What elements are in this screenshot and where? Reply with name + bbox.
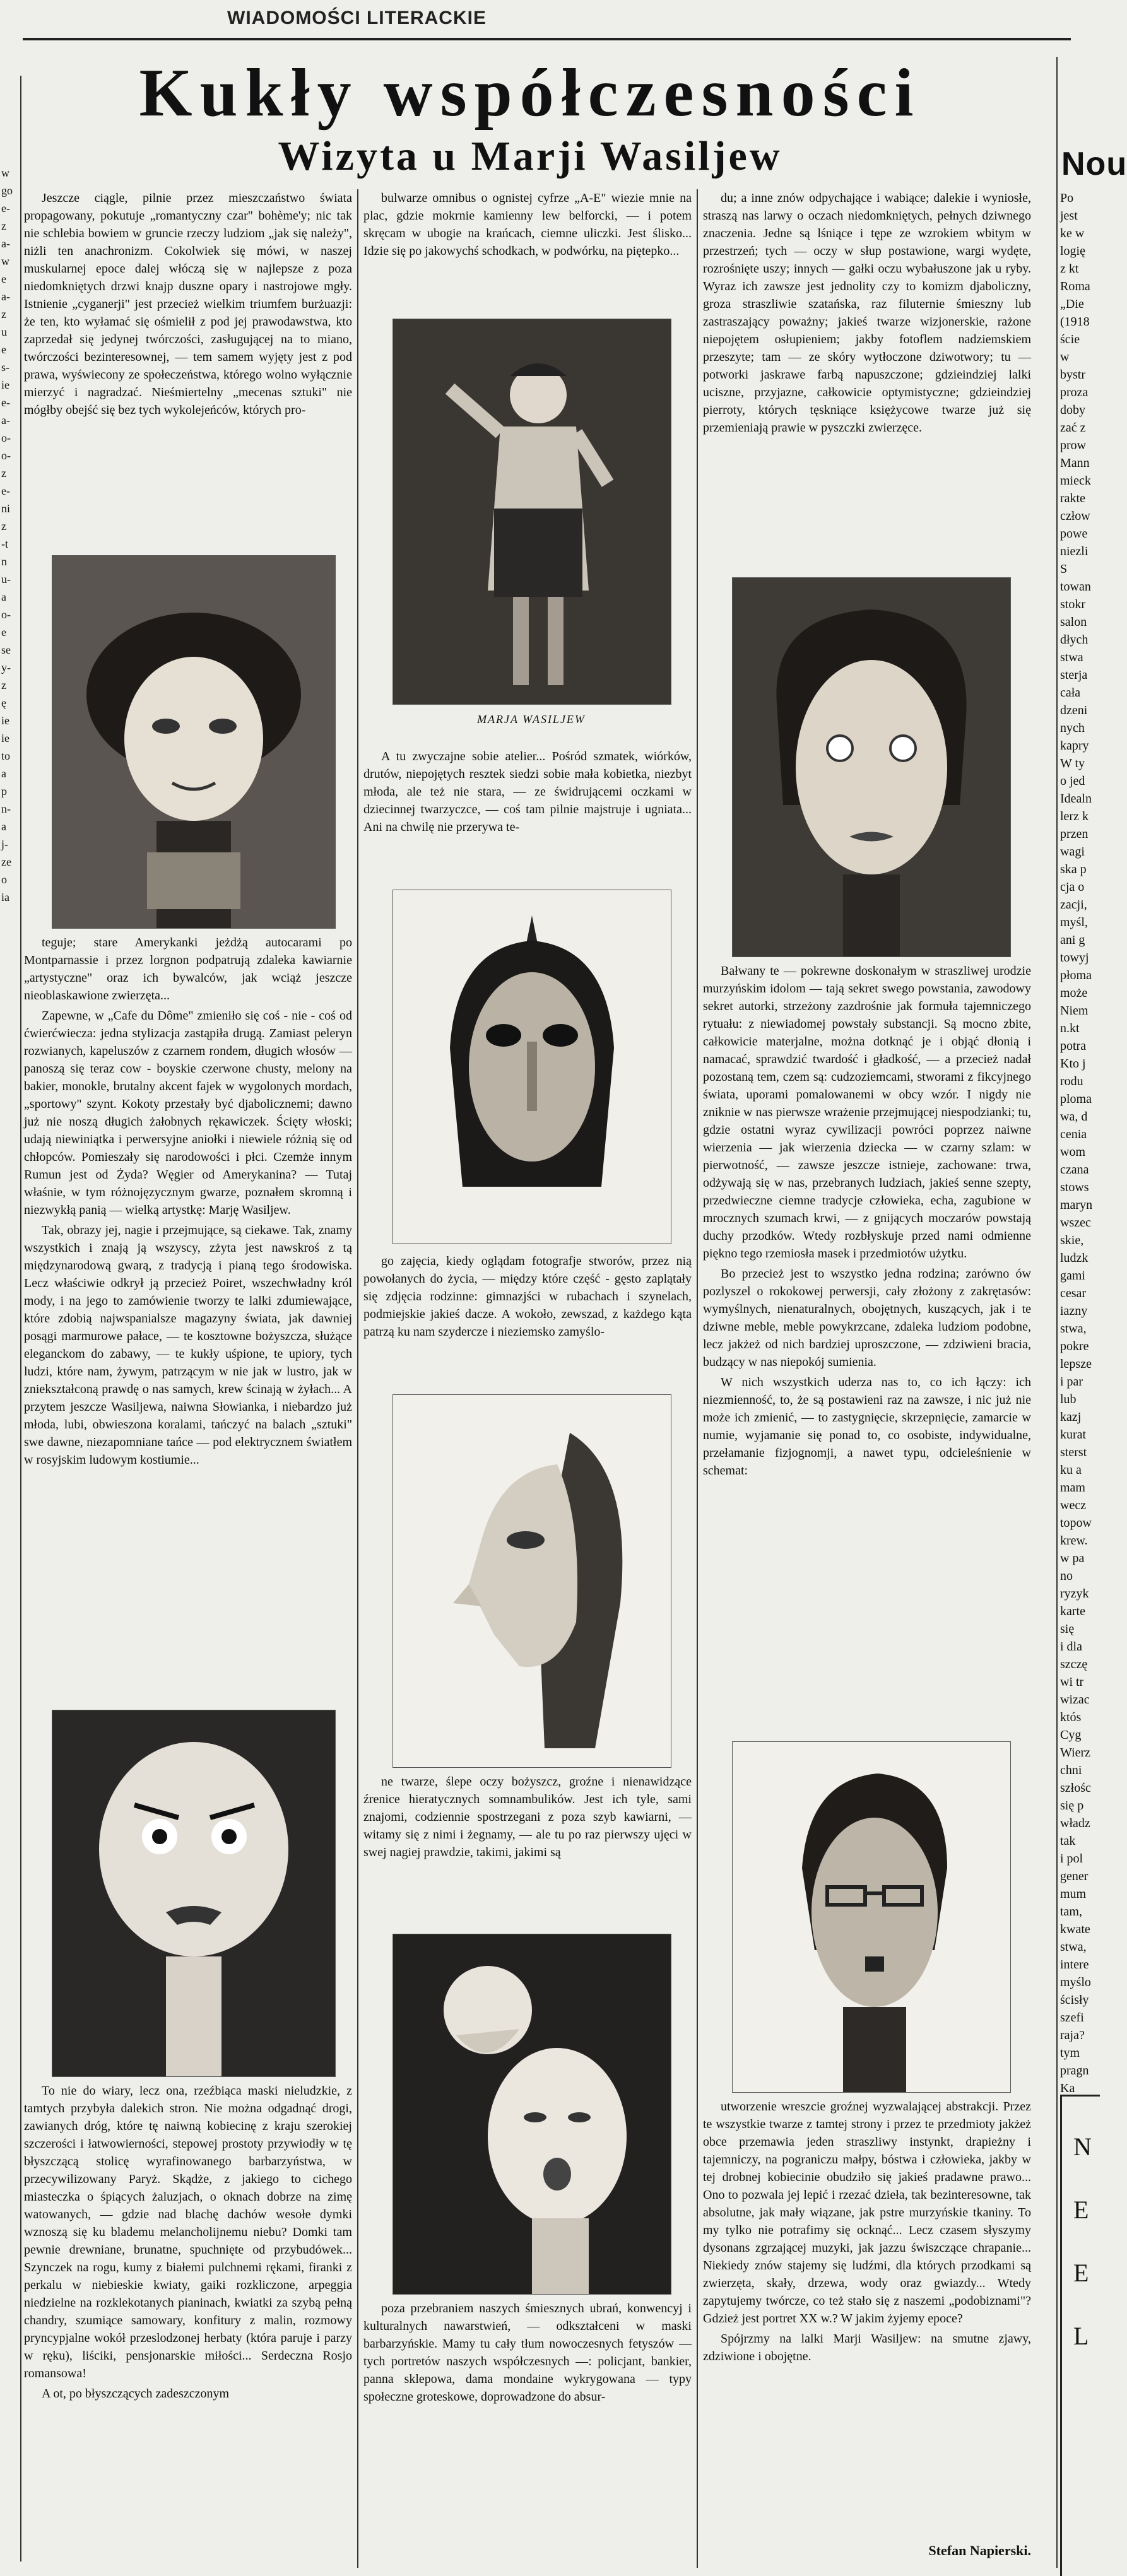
edge-fragment: u- <box>1 573 11 585</box>
edge-fragment: w <box>1 167 9 179</box>
edge-fragment: cja o <box>1060 880 1085 894</box>
box-letter: L <box>1073 2322 1089 2350</box>
edge-fragment: wom <box>1060 1145 1085 1159</box>
edge-fragment: lerz k <box>1060 809 1089 823</box>
neighbour-article-fragments <box>1060 189 1098 2271</box>
edge-fragment: ę <box>1 697 6 709</box>
column-rule-1 <box>357 189 358 2568</box>
photo-glasses-mask <box>732 1741 1011 2093</box>
edge-fragment: gami <box>1060 1269 1085 1283</box>
edge-fragment: sterst <box>1060 1445 1087 1459</box>
photo-doll-bald <box>52 1710 336 2077</box>
column-3-body <box>703 962 1031 1732</box>
edge-fragment: ploma <box>1060 1092 1092 1106</box>
edge-fragment: karte <box>1060 1604 1085 1618</box>
edge-fragment: dzeni <box>1060 703 1088 717</box>
author-signature: Stefan Napierski. <box>928 2543 1031 2558</box>
edge-fragment: ke w <box>1060 226 1085 240</box>
paragraph: Bo przecież jest to wszystko jedna rodzina; zarówno ów pozlyszel o rokokowej perwersji, cały złożony z zakrętasów: wymyślnych, nienaturalnych, obojętnych, kuszących, jak i te dziwne meble, meble powykrzcane, zdaleka ludziom podobne, lecz jakżeż od nich bardziej uproszczone, — zdziwieni bracia, budzący w nas niepokój sumienia. <box>703 1267 1031 1369</box>
edge-fragment: w pa <box>1060 1551 1085 1565</box>
edge-fragment: potra <box>1060 1039 1087 1053</box>
edge-fragment: „Die <box>1060 297 1084 311</box>
edge-fragment: mam <box>1060 1481 1085 1495</box>
edge-fragment: ścisły <box>1060 1993 1089 2007</box>
edge-fragment: w <box>1060 350 1070 364</box>
paragraph: utworzenie wreszcie groźnej wyzwalającej abstrakcji. Przez te wszystkie twarze z tamtej strony i przez te przedmioty jakżeż obce przemawia jeden straszliwy instynkt, drapieżny i tajemniczy, na pograniczu małpy, bóstwa i człowieka, jakby w tej drobnej kobiecinie obudziło się jakieś pradawne prawo... Ono to pozwala jej lepić i rzezać dzieła, tak bezinteresowne, tak absolutne, jak mały wiązane, jak pstre murzyńskie tkaniny. To my tylko nie potrafimy się ocknąć... Lecz czasem słyszymy dysonans zgrzającej muzyki, jak jazzu świszczące chrapanie... Niekiedy znów stajemy się ludźmi, dla których przodkami są zwierzęta, skały, drzewa, wody oraz gwiazdy... Wtedy zapytujemy twórcze, co też stało się z naszemi „podobiznami"? Gdzież jest portret XX w.? W jakim żyjemy epoce? <box>703 2100 1031 2326</box>
edge-fragment: z <box>1 308 6 321</box>
edge-fragment: ludzk <box>1060 1251 1089 1265</box>
edge-fragment: z kt <box>1060 262 1079 276</box>
edge-fragment: szefi <box>1060 2011 1084 2025</box>
column-2-faces <box>363 1773 692 1927</box>
edge-fragment: a- <box>1 290 10 303</box>
paragraph: teguje; stare Amerykanki jeżdżą autocarami po Montparnassie i przez lorgnon podpatrują zdaleka kawiarnie „artystyczne" oraz ich bywalców, jak wciąż jeszcze nieoblaskawione zwierzęta... <box>24 936 352 1003</box>
hat-doll-image <box>393 1934 671 2294</box>
box-letter: N <box>1073 2132 1092 2161</box>
paragraph: Spójrzmy na lalki Marji Wasiljew: na smutne zjawy, zdziwione i obojętne. <box>703 2332 1031 2363</box>
column-2-intro <box>363 189 692 312</box>
edge-fragment: z <box>1 520 6 532</box>
edge-fragment: ska p <box>1060 862 1087 876</box>
edge-fragment: wi tr <box>1060 1675 1084 1689</box>
edge-fragment: u <box>1 326 7 338</box>
edge-fragment: p <box>1 785 7 797</box>
photo-marja-wasiljew <box>392 319 671 705</box>
edge-fragment: topow <box>1060 1516 1092 1530</box>
edge-fragment: lub <box>1060 1392 1077 1406</box>
edge-fragment: Mann <box>1060 456 1090 470</box>
paragraph: bulwarze omnibus o ognistej cyfrze „A-E" wiezie mnie na plac, gdzie mokrnie kamienny lew belforcki, — i potem skręcam w ubogie na krańcach, ciemne uliczki. Jest ślisko... Idzie się po jakowychś schodkach, w podwórku, na piętерko... <box>363 191 692 258</box>
edge-fragment: maryn <box>1060 1198 1093 1212</box>
column-2-atelier <box>363 748 692 883</box>
top-rule <box>23 38 1071 40</box>
edge-fragment: e- <box>1 396 10 409</box>
column-1-body <box>24 934 352 1703</box>
article-title: Kukły współczesności <box>139 56 921 131</box>
photo-profile-mask <box>392 1394 671 1768</box>
edge-fragment: zacji, <box>1060 898 1087 912</box>
edge-fragment: człow <box>1060 509 1090 523</box>
edge-fragment: n.kt <box>1060 1021 1080 1035</box>
left-column-rule <box>20 76 21 2561</box>
edge-fragment: czana <box>1060 1163 1089 1177</box>
edge-fragment: władz <box>1060 1816 1090 1830</box>
edge-fragment: Kto j <box>1060 1057 1086 1071</box>
edge-fragment: n <box>1 555 7 568</box>
edge-fragment: a <box>1 767 6 780</box>
column-2-end <box>363 2300 692 2565</box>
paragraph: poza przebraniem naszych śmiesznych ubrań, konwencyj i kulturalnych nawarstwień, — odkształceni w maski barbarzyńskie. Mamy tu cały tłum nowoczesnych fetyszów — tych portretów naszych współczesnych —: policjant, bankier, panna sklepowa, dama mondaine wykrygowana — typy społeczne groteskowe, doprowadzone do absur- <box>363 2302 692 2404</box>
edge-fragment: no <box>1060 1569 1073 1583</box>
edge-fragment: a <box>1 820 6 833</box>
edge-fragment: sterja <box>1060 668 1088 682</box>
edge-fragment: gener <box>1060 1869 1089 1883</box>
edge-fragment: ze <box>1 856 11 868</box>
edge-fragment: Po <box>1060 191 1074 205</box>
paragraph: go zajęcia, kiedy oglądam fotografje stworów, przez nią powołanych do życia, — między które część - gęsto zaplątały się zdjęcia rodzinne: gimnazjści w rubachach i szynelach, podmiejskie jakieś dacze. A wokoło, zewszad, z każdego kąta patrzą ku nam szyderczе i nieziemsko zamyślo- <box>363 1254 692 1339</box>
dancer-figure-image <box>393 319 671 704</box>
edge-fragment: dłych <box>1060 633 1089 647</box>
edge-fragment: stwa <box>1060 650 1083 664</box>
edge-fragment: myślo <box>1060 1975 1091 1989</box>
edge-fragment: kapry <box>1060 739 1089 753</box>
edge-fragment: a- <box>1 414 10 426</box>
right-column-rule <box>1056 57 1058 2568</box>
edge-fragment: S <box>1060 562 1068 576</box>
edge-fragment: niezli <box>1060 544 1089 558</box>
edge-fragment: wszec <box>1060 1216 1091 1230</box>
profile-mask-image <box>393 1395 671 1767</box>
neighbour-box <box>1060 2095 1100 2576</box>
edge-fragment: wecz <box>1060 1498 1087 1512</box>
edge-fragment: mum <box>1060 1887 1087 1901</box>
column-1-intro <box>24 189 352 555</box>
bald-mask-image <box>52 1710 335 2076</box>
edge-fragment: tam, <box>1060 1905 1082 1919</box>
edge-fragment: Cyg <box>1060 1728 1082 1742</box>
edge-fragment: e- <box>1 485 10 497</box>
edge-fragment: raja? <box>1060 2028 1085 2042</box>
edge-fragment: logię <box>1060 244 1085 258</box>
edge-fragment: krew. <box>1060 1534 1088 1548</box>
edge-fragment: Wierz <box>1060 1746 1091 1760</box>
neighbour-article-heading: Nou <box>1061 146 1127 182</box>
edge-fragment: się p <box>1060 1799 1084 1813</box>
edge-fragment: o <box>1 873 7 886</box>
article-subtitle: Wizyta u Marji Wasiljew <box>278 133 782 179</box>
edge-fragment: n- <box>1 803 11 815</box>
edge-fragment: iazny <box>1060 1304 1088 1318</box>
photo-caption: MARJA WASILJEW <box>477 713 586 726</box>
edge-fragment: myśl, <box>1060 915 1088 929</box>
edge-fragment: z <box>1 679 6 691</box>
edge-fragment: ie <box>1 732 9 744</box>
edge-fragment: stwa, <box>1060 1940 1087 1954</box>
edge-fragment: a <box>1 591 6 603</box>
paragraph: ne twarze, ślepe oczy bożyszcz, groźne i nienawidzące źrenice hieratycznych somnambulików. Jest ich tyle, sami znajomi, codziennie spostrzegani z poza szyb kawiarni, — witamy się z nimi i żegnamy, — ale tu po raz pierwszy ujęci w swej nagiej prawdzie, takimi, jakimi są <box>363 1775 692 1859</box>
edge-fragment: się <box>1060 1622 1075 1636</box>
edge-fragment: doby <box>1060 403 1085 417</box>
edge-fragment: tak <box>1060 1834 1076 1848</box>
photo-hat-doll <box>392 1934 671 2295</box>
edge-fragment: bystr <box>1060 368 1085 382</box>
paragraph: Tak, obrazy jej, nagie i przejmujące, są ciekawe. Tak, znamy wszystkich i znają ją wszyscy, zżyta jest nawskroś z tą międzynarodową gwarą, z tradycją i pianą tego środowiska. Lecz właściwie odkrył ją przecież Poiret, wszechwładny król mody, i na jego to zamówienie tworzy te lalki zdumiewające, które zdobią najwspanialsze magazyny świata, jak dawniej posągi marmurowe pałace, — te kosztowne bożyszcza, służące eleganckom do zabawy, — te kukły uśpione, te upiory, tych ludzi, które nam, żywym, patrzącym w nie jak w lustro, jak w zniekształconą prawdę o nas samych, krew ścinają w żyłach... A przytem jeszcze Wasiljewa, naiwna Słowianka, i niebardzo już młoda, lubi, obwieszona koralami, tańczyć na balach „sztuki" swe dawne, niezapomniane tańce — pod elektrycznem światłem w rosyjskim ludowym kostiumie... <box>24 1223 352 1467</box>
edge-fragment: ie <box>1 379 9 391</box>
edge-fragment: ni <box>1 502 11 515</box>
box-letter: E <box>1073 2196 1089 2224</box>
doll-mask-image <box>52 556 335 928</box>
edge-fragment: (1918 <box>1060 315 1090 329</box>
edge-fragment: cesar <box>1060 1286 1087 1300</box>
edge-fragment: e- <box>1 202 10 215</box>
edge-fragment: intere <box>1060 1958 1089 1972</box>
paragraph: W nich wszystkich uderza nas to, co ich łączy: ich niezmienność, to, że są postawieni raz na zawsze, i nic już nie może ich zmienić, — to zastygnięcie, skrzepnięcie, zamarcie w numie, wyjamanie się ponad to, co osobiste, indywidualne, przełamanie fizjognomji, a nawet typu, odcieleśnienie w schemat: <box>703 1375 1031 1478</box>
edge-fragment: zać z <box>1060 421 1086 435</box>
column-1-end <box>24 2082 352 2568</box>
edge-fragment: z <box>1 220 6 232</box>
paragraph: Jeszcze ciągle, pilnie przez mieszczaństwo świata propagowany, pokutuje „romantyczny czar" bohème'y; nic tak nie schlebia bowiem w gruncie rzeczy ludziom „jak się należy", niżli ten anachronizm. Cokolwiek się mówi, w naszej muskularnej epoce dalej włóczą się w najlepsze z poza niedomkniętych drzwi knajp duszne opary i nastrojowe mgły. Istnienie „cyganerji" jest przecież wielkim triumfem burżuazji: że ten, kto wyłamać się ośmielił z pod jej prawodawstwa, kto zaprzedał się jedynej twórczości, zasługującej na to miano, twórczości bezinteresownej, — tem samem wyjęty jest z pod prawa, wyświecony ze społeczeństwa, którego wolno wyłącznie mierzyć i nagradzać. Nieśmiertelny „mecenas sztuki" nie mógłby obejść się bez tych wykolejeńców, których pro- <box>24 191 352 417</box>
edge-fragment: szczę <box>1060 1657 1088 1671</box>
edge-fragment: jest <box>1060 209 1078 223</box>
edge-fragment: W ty <box>1060 756 1085 770</box>
paragraph: du; a inne znów odpychające i wabiące; dalekie i wyniosłe, straszą nas larwy o oczach niedomkniętych, pełnych dziwnego znaczenia. Jedne są lśniące i tępe ze wzrokiem wbitym w przestrzeń; tych — oczy w słup postawione, wargi wydęte, rozrośnięte uszy; innych — gałki oczu wybałuszone jak u ryby. Wyraz ich zawsze jest jednolity czy to komizm djaboliczny, groza straszliwie szatańska, raz filuternie śmieszny lub zastraszający poważny; jakieś twarze wizjonerskie, rażone niepojętem osłupieniem; jakby fotoflem nadziemskiem przeszyte; tam — ze skóry wytłoczone dziwotwory; tu — potworki jaskrawe farbą napuszczone; gdzieindziej lalki uciszne, przyjazne, całkowicie optymistyczne; gdzieindziej pierroty, których tęskniące księżycowe twarze już się przemieniają prawie w pyszczki zwierzęce. <box>703 191 1031 435</box>
edge-fragment: mieck <box>1060 474 1091 488</box>
edge-fragment: j- <box>1 838 8 850</box>
edge-fragment: -t <box>1 538 8 550</box>
paragraph: A tu zwyczajne sobie atelier... Pośród szmatek, wiórków, drutów, niepojętych resztek siedzi sobie mała kobietka, niezbyt młoda, ale też nie stara, — ze świdrującemi oczkami w dziecinnej twarzyczce, — coś tam pilnie majstruje i ugniata... Ani na chwilę nie przerywa te- <box>363 750 692 834</box>
pale-mask-image <box>733 578 1010 956</box>
edge-fragment: lepsze <box>1060 1357 1092 1371</box>
edge-fragment: cenia <box>1060 1127 1087 1141</box>
edge-fragment: e <box>1 273 6 285</box>
edge-fragment: o- <box>1 432 11 444</box>
edge-fragment: z <box>1 467 6 479</box>
edge-fragment: Ka <box>1060 2081 1075 2095</box>
edge-fragment: salon <box>1060 615 1087 629</box>
edge-fragment: i par <box>1060 1375 1083 1389</box>
edge-fragment: kazj <box>1060 1410 1082 1424</box>
edge-fragment: ście <box>1060 332 1080 346</box>
paragraph: To nie do wiary, lecz ona, rzeźbiąca maski nieludzkie, z tamtych przybyła dalekich stron. Nie można odgadnąć drogi, zawianych dróg, które tę naiwną kobiecinę z kraju szerokiej szczerości i łatwowierności, stepowej prostoty przywiodły w tę błyszczącą stolicę wyrafinowanego barbarzyństwa, w przecywilizowany Paryż. Skądże, z jakiego to cichego miasteczka o śpiących żaluzjach, o oknach dobrze na zimę watowanych, — gdzie nad blachę dachów wesołe dymki wznoszą się ku blademu melancholijnemu niebu? Domki tam pewnie drewniane, brunatne, spuchnięte od przybudówek... Szynczek na rogu, kumy z białemi pulchnemi rękami, firanki z perkalu w niebieskie kwiaty, gaiki rozkliczone, arpeggia niedzielne na rozklekotanych pianinach, kwiatki za szybą pełną chandry, szumiące samowary, konfitury z malin, rozmowy pryncypjalne wokół przeslodzonej herbaty (która paruje i parzy w ręku), liściki, pensjonarskie miłości... Serdeczna Rosjo romansowa! <box>24 2084 352 2380</box>
edge-fragment: któs <box>1060 1710 1082 1724</box>
column-rule-2 <box>697 189 698 2568</box>
edge-fragment: i dla <box>1060 1640 1082 1654</box>
edge-fragment: go <box>1 184 13 197</box>
edge-fragment: ryzyk <box>1060 1587 1089 1601</box>
edge-fragment: ie <box>1 714 9 727</box>
box-letter: E <box>1073 2259 1089 2287</box>
edge-fragment: chni <box>1060 1763 1082 1777</box>
paragraph: Bałwany te — pokrewne doskonałym w straszliwej urodzie murzyńskim idolom — tają sekret swego powstania, zawodowy sekret autorki, strzeżony zazdrośnie jak formuła tajemniczego rytuału: z niewiadomej powstały substancji. Są mocno zbite, całkowicie materjalne, można dotknąć je i objąć dłonią i namacać, sprawdzić twardość i gładkość, — a przecież nadał pozostaną tem, czem są: cudzoziemcami, stworami z fikcyjnego świata, uporami pomalowanemi w obcy wzór. I nigdy nie zniknie w nas pierwsze wrażenie przejmującej niespodzianki; tu, gdzie ostatni wyraz cywilizacji powróci poprzez naiwne wierzenia — jak wierzenia dziecka — w czarny szlam: w pierwotność, — zawsze jeszcze istnieje, zachowane: trwa, odżywają się w nas, przebranych ludziach, jakieś senne szepty, przedwieczne ciemne tradycje człowieka, echa, zagubione w mrocznych szumach krwi, — z gnijących moczarów powstają duchy przodków. Wtedy rozbłyskuje przed nami odmienne piękno tego rzemiosła masek i przedmiotów użytku. <box>703 964 1031 1261</box>
edge-fragment: Roma <box>1060 279 1090 293</box>
edge-fragment: powe <box>1060 527 1088 541</box>
edge-fragment: to <box>1 750 11 762</box>
edge-fragment: szłośc <box>1060 1781 1091 1795</box>
edge-fragment: skie, <box>1060 1233 1084 1247</box>
edge-fragment: se <box>1 644 11 656</box>
edge-fragment: pokre <box>1060 1339 1089 1353</box>
edge-fragment: rakte <box>1060 491 1085 505</box>
edge-fragment: towyj <box>1060 951 1089 965</box>
edge-fragment: kwate <box>1060 1922 1090 1936</box>
edge-fragment: w <box>1 255 9 268</box>
edge-fragment: kurat <box>1060 1428 1087 1442</box>
paragraph: Zapewne, w „Cafe du Dôme" zmieniło się coś - nie - coś od ćwierćwiecza: jedna stylizacja zastąpiła drugą. Zamiast peleryn rozwianych, kapeluszów z czarnem rondem, długich włosów — panoszą się teraz cow - boyskie czerwone chusty, melony na bakier, monokle, brutalny akcent fajek w wygolonych mordach, „sportowy" szynt. Kokoty przestały być djabolicznemi; dawno już nie noszą długich żałobnych rękawiczek. Ścięty włoski; udają niewiniątka i perwersyjne aniołki i niewiele różnią się od chłopców. Pomieszały się narodowości i płci. Czemże innym Rumun jest od Żyda? Węgier od Amerykanina? — Tutaj właśnie, w tym różnojęzycznym gwarze, poznałem skromną i niezwykłą panią — wielką artystkę: Marję Wasiljew. <box>24 1009 352 1217</box>
edge-fragment: y- <box>1 661 11 674</box>
hieratic-mask-image <box>393 890 671 1244</box>
paragraph: A ot, po błyszczących zadeszczonym <box>42 2387 230 2401</box>
edge-fragment: prow <box>1060 438 1087 452</box>
edge-fragment: Idealn <box>1060 792 1092 806</box>
edge-fragment: stwa, <box>1060 1322 1087 1336</box>
edge-fragment: ia <box>1 891 9 903</box>
edge-fragment: e <box>1 626 6 638</box>
edge-fragment: o jed <box>1060 774 1085 788</box>
edge-fragment: e <box>1 343 6 356</box>
edge-fragment: ku a <box>1060 1463 1082 1477</box>
edge-fragment: o- <box>1 449 11 462</box>
edge-fragment: a- <box>1 237 10 250</box>
edge-fragment: wagi <box>1060 845 1085 859</box>
edge-fragment: wizac <box>1060 1693 1090 1707</box>
column-3-intro <box>703 189 1031 574</box>
edge-fragment: i pol <box>1060 1852 1083 1866</box>
edge-fragment: o- <box>1 608 11 621</box>
edge-fragment: cała <box>1060 686 1081 700</box>
left-edge-fragments <box>1 164 20 2435</box>
edge-fragment: stokr <box>1060 597 1085 611</box>
edge-fragment: może <box>1060 986 1088 1000</box>
edge-fragment: towan <box>1060 580 1091 594</box>
edge-fragment: proza <box>1060 385 1089 399</box>
edge-fragment: ani g <box>1060 933 1085 947</box>
edge-fragment: tym <box>1060 2046 1080 2060</box>
glasses-mask-image <box>733 1742 1010 2092</box>
edge-fragment: Niem <box>1060 1004 1089 1018</box>
edge-fragment: s- <box>1 361 9 373</box>
column-3-end <box>703 2098 1031 2539</box>
edge-fragment: pragn <box>1060 2064 1089 2078</box>
photo-pale-mask <box>732 577 1011 957</box>
photo-hieratic-mask <box>392 890 671 1244</box>
column-2-photos <box>363 1252 692 1388</box>
masthead: WIADOMOŚCI LITERACKIE <box>227 8 487 28</box>
edge-fragment: wa, d <box>1060 1110 1088 1124</box>
edge-fragment: przen <box>1060 827 1089 841</box>
photo-doll-curly-hair <box>52 555 336 929</box>
edge-fragment: nych <box>1060 721 1085 735</box>
edge-fragment: rodu <box>1060 1074 1083 1088</box>
edge-fragment: stows <box>1060 1180 1089 1194</box>
edge-fragment: płoma <box>1060 968 1092 982</box>
